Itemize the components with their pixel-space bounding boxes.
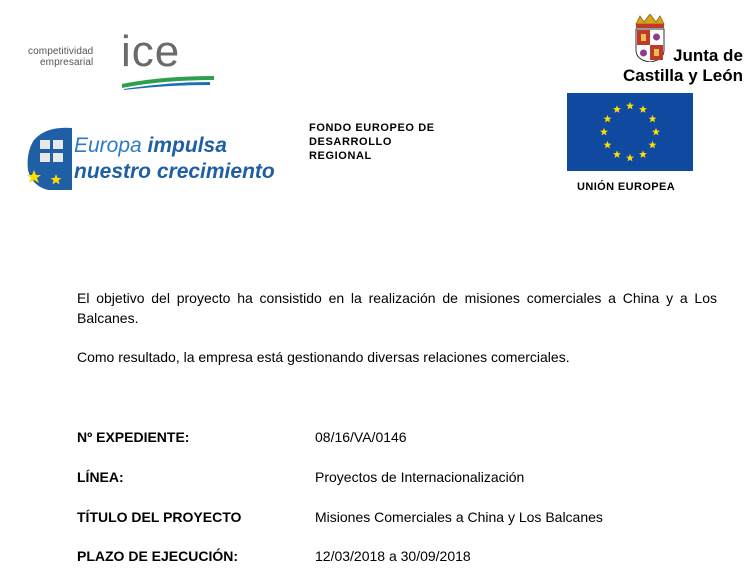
project-result-paragraph: Como resultado, la empresa está gestionando diversas relaciones comerciales. (77, 349, 570, 365)
linea-label: LÍNEA: (77, 469, 124, 485)
europa-line1 (74, 134, 227, 158)
coat-of-arms-icon (633, 14, 667, 62)
impulsa-word: impulsa (141, 134, 227, 157)
eu-caption: UNIÓN EUROPEA (577, 181, 676, 193)
expediente-label: Nº EXPEDIENTE: (77, 429, 190, 445)
plazo-label: PLAZO DE EJECUCIÓN: (77, 548, 239, 564)
ice-wordmark: ice (121, 27, 181, 76)
plazo-value: 12/03/2018 a 30/09/2018 (315, 548, 471, 564)
ice-swoosh-icon (122, 74, 214, 90)
junta-castilla-leon-logo (615, 14, 750, 86)
jcyl-line1: Junta de (673, 46, 743, 65)
feder-text (309, 121, 435, 163)
feder-line1: FONDO EUROPEO DE (309, 122, 435, 134)
europa-word: Europa (74, 134, 142, 157)
feder-line3: REGIONAL (309, 150, 372, 162)
feder-line2: DESARROLLO (309, 136, 392, 148)
eu-flag-icon (567, 93, 693, 171)
europa-line2: nuestro crecimiento (74, 160, 275, 183)
expediente-value: 08/16/VA/0146 (315, 429, 407, 445)
jcyl-line2: Castilla y León (623, 66, 743, 85)
ice-logo (28, 18, 218, 88)
europa-impulsa-logo (26, 126, 288, 192)
project-objective-paragraph: El objetivo del proyecto ha consistido en la realización de misiones comerciales a China y a Los Balcanes. (77, 290, 717, 326)
ice-subtitle-line2: empresarial (40, 57, 94, 68)
linea-value: Proyectos de Internacionalización (315, 469, 525, 485)
titulo-label: TÍTULO DEL PROYECTO (77, 509, 242, 525)
ice-subtitle-line1: competitividad (28, 46, 94, 57)
europe-map-icon (26, 126, 76, 192)
titulo-value: Misiones Comerciales a China y Los Balcanes (315, 509, 603, 525)
